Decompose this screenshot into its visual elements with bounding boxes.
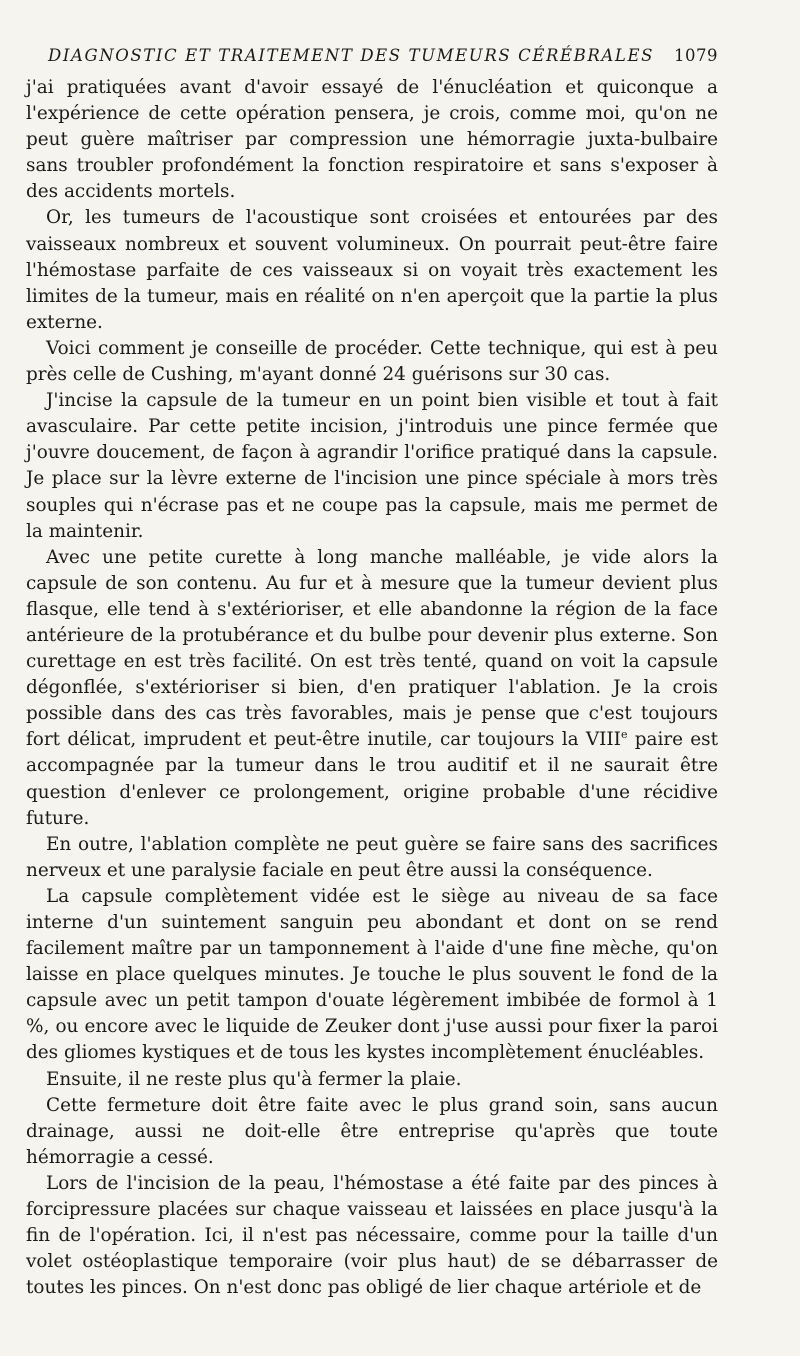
paragraph: j'ai pratiquées avant d'avoir essayé de l'énucléation et quiconque a l'expérience de cette opération pensera, je crois, comme moi, qu'on ne peut guère maîtriser par compression une hémorragie juxta-bulbaire sans troubler profondément la fonction respiratoire et sans s'exposer à des accidents mortels. <box>26 77 718 203</box>
page-number: 1079 <box>674 46 718 65</box>
paragraph: Cette fermeture doit être faite avec le plus grand soin, sans aucun drainage, aussi ne doit-elle être entreprise qu'après que toute hémorragie a cessé. <box>26 1094 718 1168</box>
paragraph: J'incise la capsule de la tumeur en un point bien visible et tout à fait avasculaire. Par cette petite incision, j'introduis une pince fermée que j'ouvre doucement, de façon à agrandir l'orifice pratiqué dans la capsule. Je place sur la lèvre externe de l'incision une pince spéciale à mors très souples qui n'écrase pas et ne coupe pas la capsule, mais me permet de la maintenir. <box>26 390 718 542</box>
paragraph: Voici comment je conseille de procéder. Cette technique, qui est à peu près celle de Cushing, m'ayant donné 24 guérisons sur 30 cas. <box>26 337 718 386</box>
superscript: e <box>620 728 628 742</box>
paragraph: Lors de l'incision de la peau, l'hémostase a été faite par des pinces à forcipressure placées sur chaque vaisseau et laissées en place jusqu'à la fin de l'opération. Ici, il n'est pas nécessaire, comme pour la taille d'un volet ostéoplastique temporaire (voir plus haut) de se débarrasser de toutes les pinces. On n'est donc pas obligé de lier chaque artériole et de <box>26 1172 718 1299</box>
paragraph-text: Avec une petite curette à long manche malléable, je vide alors la capsule de son contenu. Au fur et à mesure que la tumeur devient plus flasque, elle tend à s'extérioriser, et elle abandonne la région de la face antérieure de la protubérance et du bulbe pour devenir plus externe. Son curettage en est très facilité. On est très tenté, quand on voit la capsule dégonflée, s'extérioriser si bien, d'en pratiquer l'ablation. Je la crois possible dans des cas très favorables, mais je pense que c'est toujours fort délicat, imprudent et peut-être inutile, car toujours la VIII <box>26 546 718 751</box>
paragraph: Ensuite, il ne reste plus qu'à fermer la plaie. <box>46 1068 462 1090</box>
paragraph-text: paire est accompagnée par la tumeur dans le trou auditif et il ne saurait être question d'enlever ce prolongement, origine probable d'une récidive future. <box>26 729 718 829</box>
page-body <box>26 75 718 1301</box>
paragraph: En outre, l'ablation complète ne peut guère se faire sans des sacrifices nerveux et une paralysie faciale en peut être aussi la conséquence. <box>26 833 718 881</box>
paragraph: La capsule complètement vidée est le siège au niveau de sa face interne d'un suintement sanguin peu abondant et dont on se rend facilement maître par un tamponnement à l'aide d'une fine mèche, qu'on laisse en place quelques minutes. Je touche le plus souvent le fond de la capsule avec un petit tampon d'ouate légèrement imbibée de formol à 1 %, ou encore avec le liquide de Zeuker dont j'use aussi pour fixer la paroi des gliomes kystiques et de tous les kystes incomplètement énucléables. <box>26 885 718 1064</box>
paragraph <box>26 545 718 832</box>
running-header <box>26 46 718 65</box>
running-title: DIAGNOSTIC ET TRAITEMENT DES TUMEURS CÉRÉBRALES <box>48 46 654 65</box>
paragraph: Or, les tumeurs de l'acoustique sont croisées et entourées par des vaisseaux nombreux et souvent volumineux. On pourrait peut-être faire l'hémostase parfaite de ces vaisseaux si on voyait très exactement les limites de la tumeur, mais en réalité on n'en aperçoit que la partie la plus externe. <box>26 207 718 333</box>
